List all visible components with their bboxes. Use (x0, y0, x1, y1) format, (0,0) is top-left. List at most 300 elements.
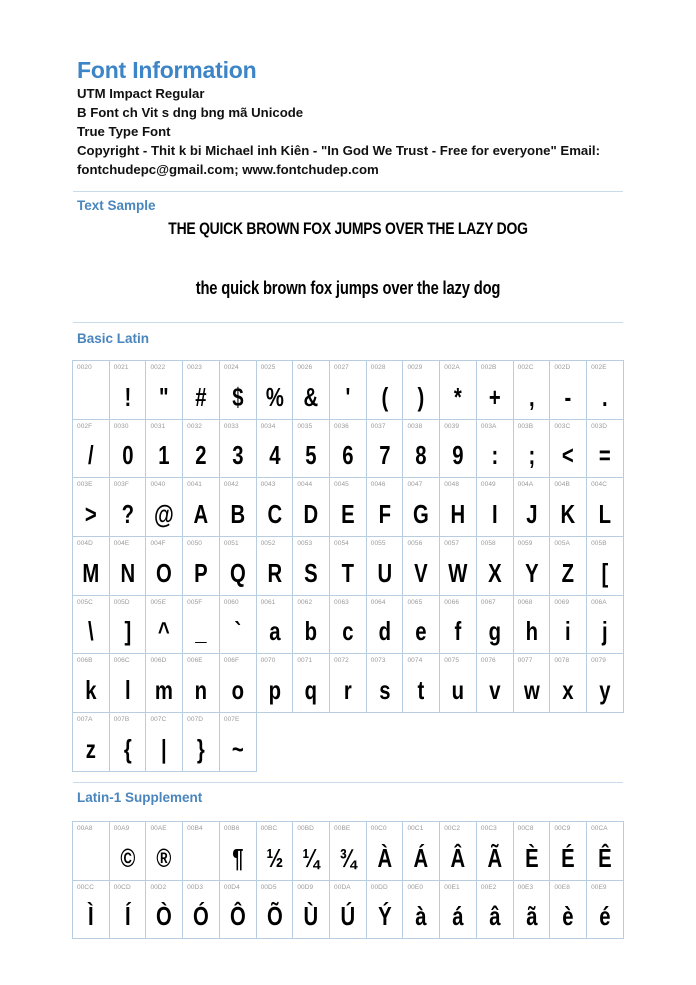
glyph-cell (440, 881, 477, 940)
unicode-code-label: 006E (187, 657, 203, 665)
glyph-preview: Z (561, 557, 575, 588)
glyph-preview: ~ (231, 733, 244, 764)
glyph-preview: * (454, 381, 462, 412)
glyph-preview: t (417, 675, 425, 706)
glyph-cell (330, 596, 367, 655)
glyph-preview: ¾ (339, 842, 357, 873)
glyph-cell (293, 822, 330, 881)
glyph-preview: d (378, 616, 391, 647)
glyph-preview: © (120, 842, 136, 873)
unicode-code-label: 0050 (187, 540, 203, 548)
glyph-cell (440, 537, 477, 596)
glyph-cell (146, 478, 183, 537)
glyph-cell (293, 361, 330, 420)
glyph-cell (587, 420, 624, 479)
glyph-preview: 9 (452, 440, 464, 471)
glyph-cell (367, 361, 404, 420)
unicode-code-label: 0034 (260, 422, 276, 430)
unicode-code-label: 0077 (517, 657, 533, 665)
glyph-cell (73, 420, 110, 479)
glyph-cell (514, 537, 551, 596)
glyph-preview: + (488, 381, 501, 412)
glyph-cell (514, 361, 551, 420)
glyph-cell (146, 822, 183, 881)
glyph-preview: p (268, 675, 281, 706)
glyph-preview: | (161, 733, 168, 764)
glyph-cell (550, 822, 587, 881)
glyph-preview: I (491, 499, 498, 530)
glyph-cell (330, 654, 367, 713)
glyph-preview: u (451, 675, 465, 706)
glyph-preview: n (194, 675, 208, 706)
glyph-preview: M (82, 557, 100, 588)
unicode-code-label: 00E1 (444, 883, 460, 891)
glyph-preview: Y (524, 557, 539, 588)
glyph-preview: è (562, 901, 574, 932)
glyph-preview: ` (234, 616, 242, 647)
glyph-cell (183, 881, 220, 940)
glyph-preview: L (598, 499, 612, 530)
glyph-cell (73, 713, 110, 772)
glyph-cell (587, 596, 624, 655)
glyph-cell (440, 822, 477, 881)
glyph-cell (477, 822, 514, 881)
glyph-cell (110, 537, 147, 596)
glyph-preview: Ò (156, 901, 173, 932)
glyph-preview: > (84, 499, 97, 530)
unicode-code-label: 0071 (297, 657, 313, 665)
unicode-code-label: 0031 (150, 422, 166, 430)
glyph-cell (146, 881, 183, 940)
glyph-preview: R (267, 557, 282, 588)
unicode-code-label: 00AE (150, 825, 167, 832)
glyph-cell (146, 654, 183, 713)
glyph-preview: H (450, 499, 466, 530)
unicode-code-label: 002F (77, 422, 93, 430)
glyph-preview: O (156, 557, 173, 588)
unicode-code-label: 00C9 (554, 825, 571, 832)
glyph-preview: Í (124, 901, 131, 932)
unicode-code-label: 00C2 (444, 825, 461, 832)
unicode-code-label: 0070 (260, 657, 276, 665)
glyph-preview: Ô (229, 901, 246, 932)
unicode-code-label: 007D (187, 716, 204, 724)
glyph-preview: < (562, 440, 575, 471)
unicode-code-label: 0038 (407, 422, 423, 430)
unicode-code-label: 0073 (370, 657, 386, 665)
unicode-code-label: 00CD (113, 883, 131, 891)
unicode-code-label: 003A (480, 422, 497, 430)
unicode-code-label: 0079 (591, 657, 606, 665)
unicode-code-label: 00BD (297, 825, 314, 832)
unicode-code-label: 0025 (260, 364, 276, 371)
unicode-code-label: 005B (591, 540, 607, 548)
glyph-cell (403, 822, 440, 881)
unicode-code-label: 0040 (150, 481, 166, 489)
glyph-cell (293, 478, 330, 537)
unicode-code-label: 0032 (187, 422, 203, 430)
glyph-preview: ' (345, 381, 351, 412)
unicode-code-label: 0075 (444, 657, 460, 665)
glyph-cell (403, 537, 440, 596)
unicode-code-label: 00BE (334, 825, 351, 832)
unicode-code-label: 0036 (334, 422, 349, 430)
glyph-preview: J (525, 499, 538, 530)
glyph-cell (257, 654, 294, 713)
glyph-preview: [ (601, 557, 609, 588)
glyph-cell (220, 822, 257, 881)
unicode-code-label: 006F (223, 657, 240, 665)
unicode-code-label: 003B (517, 422, 534, 430)
glyph-cell (110, 361, 147, 420)
unicode-code-label: 002E (591, 364, 607, 371)
glyph-preview: c (342, 616, 354, 647)
unicode-code-label: 0023 (187, 364, 203, 371)
glyph-preview: v (489, 675, 501, 706)
glyph-preview: Ì (88, 901, 94, 932)
unicode-code-label: 00CC (77, 883, 95, 891)
glyph-cell (183, 361, 220, 420)
glyph-preview: w (523, 675, 540, 706)
unicode-code-label: 003C (554, 422, 571, 430)
glyph-preview: ½ (265, 842, 283, 873)
glyph-cell (514, 420, 551, 479)
glyph-cell (367, 478, 404, 537)
glyph-cell (330, 881, 367, 940)
unicode-code-label: 007C (150, 716, 167, 724)
glyph-cell (220, 881, 257, 940)
unicode-code-label: 004A (517, 481, 534, 489)
glyph-cell (403, 361, 440, 420)
glyph-cell (183, 713, 220, 772)
unicode-code-label: 003D (591, 422, 608, 430)
unicode-code-label: 004F (150, 540, 166, 548)
glyph-preview: C (267, 499, 282, 530)
copyright-line-1: Copyright - Thit k bi Michael inh Kiên - "In God We Trust - Free for everyone" Email: (77, 143, 600, 158)
glyph-cell (367, 596, 404, 655)
glyph-preview: Ã (487, 842, 503, 873)
unicode-code-label: 00B6 (223, 825, 240, 832)
glyph-preview: g (488, 616, 501, 647)
glyph-preview: 2 (195, 440, 207, 471)
glyph-preview: P (194, 557, 208, 588)
unicode-code-label: 00E9 (591, 883, 607, 891)
glyph-preview: i (565, 616, 572, 647)
glyph-cell (330, 537, 367, 596)
glyph-preview: ? (121, 499, 134, 530)
glyph-preview: r (343, 675, 352, 706)
glyph-cell (477, 881, 514, 940)
glyph-preview: @ (154, 499, 175, 530)
glyph-cell (110, 654, 147, 713)
glyph-preview: , (528, 381, 535, 412)
glyph-preview: Ê (598, 842, 612, 873)
glyph-preview: U (377, 557, 392, 588)
unicode-code-label: 0049 (480, 481, 496, 489)
glyph-preview: l (124, 675, 131, 706)
unicode-code-label: 00C3 (480, 825, 497, 832)
unicode-code-label: 0045 (334, 481, 349, 489)
glyph-preview: Ù (303, 901, 319, 932)
glyph-cell (257, 361, 294, 420)
unicode-code-label: 00D4 (223, 883, 240, 891)
unicode-code-label: 0052 (260, 540, 276, 548)
glyph-cell (550, 478, 587, 537)
unicode-code-label: 0053 (297, 540, 313, 548)
glyph-preview: 4 (268, 440, 281, 471)
unicode-code-label: 0029 (407, 364, 423, 371)
glyph-cell (257, 478, 294, 537)
glyph-cell (73, 654, 110, 713)
unicode-code-label: 002C (517, 364, 534, 371)
unicode-code-label: 0074 (407, 657, 423, 665)
glyph-cell (550, 596, 587, 655)
glyph-cell (403, 478, 440, 537)
glyph-preview: ) (417, 381, 425, 412)
glyph-preview: b (304, 616, 318, 647)
glyph-cell (587, 881, 624, 940)
glyph-preview: 0 (121, 440, 134, 471)
glyph-preview: % (265, 381, 284, 412)
glyph-cell (183, 478, 220, 537)
unicode-code-label: 0061 (260, 598, 276, 606)
glyph-cell (403, 654, 440, 713)
glyph-preview: e (415, 616, 427, 647)
unicode-code-label: 006B (77, 657, 93, 665)
glyph-cell (183, 537, 220, 596)
glyph-cell (440, 361, 477, 420)
glyph-cell (220, 654, 257, 713)
glyph-preview: " (159, 381, 170, 412)
glyph-cell (146, 537, 183, 596)
glyph-cell (146, 361, 183, 420)
glyph-cell (587, 822, 624, 881)
unicode-code-label: 0046 (370, 481, 386, 489)
glyph-preview: o (231, 675, 244, 706)
glyph-cell (220, 361, 257, 420)
glyph-cell (183, 596, 220, 655)
glyph-cell (293, 537, 330, 596)
glyph-cell (220, 596, 257, 655)
text-sample-uppercase: THE QUICK BROWN FOX JUMPS OVER THE LAZY DOG (168, 219, 528, 238)
unicode-code-label: 00C8 (517, 825, 534, 832)
glyph-cell (440, 478, 477, 537)
glyph-cell (146, 713, 183, 772)
glyph-cell (514, 822, 551, 881)
glyph-preview: Ú (340, 901, 356, 932)
unicode-code-label: 007B (113, 716, 130, 724)
unicode-code-label: 0039 (444, 422, 460, 430)
glyph-preview: 7 (378, 440, 391, 471)
unicode-code-label: 0072 (334, 657, 349, 665)
glyph-preview: é (599, 901, 611, 932)
unicode-code-label: 002D (554, 364, 571, 371)
unicode-code-label: 0064 (370, 598, 386, 606)
unicode-code-label: 0027 (334, 364, 349, 371)
glyph-cell (293, 420, 330, 479)
glyph-preview: ; (528, 440, 535, 471)
unicode-code-label: 002A (444, 364, 460, 371)
glyph-preview: = (598, 440, 611, 471)
unicode-code-label: 0042 (223, 481, 239, 489)
glyph-preview: } (197, 733, 205, 764)
unicode-code-label: 0044 (297, 481, 313, 489)
glyph-cell (183, 654, 220, 713)
glyph-preview: f (454, 616, 462, 647)
unicode-code-label: 0033 (223, 422, 239, 430)
glyph-preview: s (378, 675, 391, 706)
unicode-code-label: 00A9 (113, 825, 130, 832)
glyph-cell (514, 654, 551, 713)
glyph-preview: ( (381, 381, 388, 412)
glyph-preview: A (193, 499, 209, 530)
unicode-code-label: 0021 (113, 364, 129, 371)
unicode-code-label: 004C (591, 481, 608, 489)
glyph-preview: T (341, 557, 355, 588)
glyph-cell (293, 881, 330, 940)
glyph-cell (477, 537, 514, 596)
glyph-preview: x (562, 675, 574, 706)
font-type: True Type Font (77, 124, 171, 139)
glyph-cell (110, 881, 147, 940)
latin1-supplement-glyph-grid (72, 821, 624, 939)
glyph-preview: S (304, 557, 318, 588)
glyph-preview: E (341, 499, 355, 530)
unicode-code-label: 00D9 (297, 883, 314, 891)
glyph-cell (403, 420, 440, 479)
unicode-code-label: 004B (554, 481, 570, 489)
glyph-cell (440, 420, 477, 479)
unicode-code-label: 0056 (407, 540, 423, 548)
glyph-cell (73, 361, 110, 420)
unicode-code-label: 007A (77, 716, 93, 724)
text-sample-heading: Text Sample (77, 198, 156, 213)
unicode-code-label: 0035 (297, 422, 313, 430)
glyph-cell (110, 596, 147, 655)
unicode-code-label: 0022 (150, 364, 166, 371)
glyph-cell (367, 822, 404, 881)
glyph-preview: ! (124, 381, 131, 412)
glyph-preview: Q (229, 557, 246, 588)
glyph-preview: ¶ (232, 842, 244, 873)
glyph-preview: À (377, 842, 392, 873)
unicode-code-label: 005A (554, 540, 570, 548)
glyph-cell (330, 822, 367, 881)
unicode-code-label: 005D (113, 598, 130, 606)
unicode-code-label: 002B (480, 364, 497, 371)
unicode-code-label: 0020 (77, 364, 92, 371)
unicode-code-label: 0054 (334, 540, 349, 548)
glyph-preview: G (413, 499, 430, 530)
glyph-cell (587, 478, 624, 537)
glyph-preview: Ó (193, 901, 209, 932)
glyph-cell (110, 478, 147, 537)
glyph-cell (146, 596, 183, 655)
unicode-code-label: 004D (77, 540, 93, 548)
unicode-code-label: 0041 (187, 481, 203, 489)
glyph-preview: ® (156, 842, 172, 873)
glyph-preview: a (268, 616, 281, 647)
glyph-preview: 1 (158, 440, 170, 471)
glyph-preview: X (488, 557, 502, 588)
basic-latin-heading: Basic Latin (77, 331, 150, 346)
glyph-cell (73, 478, 110, 537)
unicode-code-label: 00D2 (150, 883, 167, 891)
unicode-code-label: 00DD (370, 883, 388, 891)
glyph-cell (514, 881, 551, 940)
unicode-code-label: 00E8 (554, 883, 570, 891)
glyph-cell (257, 881, 294, 940)
glyph-preview: & (303, 381, 319, 412)
section-divider (73, 322, 623, 323)
glyph-cell (477, 478, 514, 537)
glyph-cell (367, 881, 404, 940)
glyph-preview: D (303, 499, 319, 530)
glyph-preview: Â (450, 842, 466, 873)
glyph-cell (550, 420, 587, 479)
unicode-code-label: 0037 (370, 422, 386, 430)
glyph-preview: z (85, 733, 96, 764)
glyph-preview: $ (232, 381, 244, 412)
unicode-code-label: 005C (77, 598, 93, 606)
glyph-cell (110, 822, 147, 881)
unicode-code-label: 0047 (407, 481, 423, 489)
unicode-code-label: 006D (150, 657, 167, 665)
glyph-cell (110, 713, 147, 772)
glyph-preview: 8 (415, 440, 427, 471)
unicode-code-label: 0065 (407, 598, 423, 606)
glyph-preview: m (155, 675, 174, 706)
glyph-cell (477, 596, 514, 655)
glyph-cell (330, 420, 367, 479)
glyph-cell (587, 361, 624, 420)
unicode-code-label: 0028 (370, 364, 386, 371)
glyph-cell (367, 654, 404, 713)
glyph-preview: \ (88, 616, 94, 647)
unicode-code-label: 0067 (480, 598, 496, 606)
unicode-code-label: 0058 (480, 540, 496, 548)
unicode-code-label: 0069 (554, 598, 570, 606)
unicode-code-label: 00E2 (480, 883, 497, 891)
unicode-code-label: 006C (113, 657, 130, 665)
unicode-code-label: 0055 (370, 540, 386, 548)
glyph-cell (110, 420, 147, 479)
glyph-cell (73, 822, 110, 881)
glyph-preview: F (378, 499, 391, 530)
glyph-preview: 3 (232, 440, 244, 471)
unicode-code-label: 0059 (517, 540, 533, 548)
unicode-code-label: 00E3 (517, 883, 534, 891)
glyph-preview: k (85, 675, 97, 706)
glyph-cell (587, 537, 624, 596)
glyph-preview: V (414, 557, 429, 588)
glyph-cell (514, 478, 551, 537)
unicode-code-label: 00BC (260, 825, 278, 832)
glyph-cell (477, 420, 514, 479)
glyph-preview: j (602, 616, 608, 647)
glyph-cell (220, 420, 257, 479)
glyph-cell (477, 654, 514, 713)
glyph-cell (403, 596, 440, 655)
glyph-cell (550, 537, 587, 596)
glyph-preview: à (415, 901, 427, 932)
glyph-cell (73, 596, 110, 655)
glyph-preview: N (120, 557, 135, 588)
glyph-cell (293, 654, 330, 713)
unicode-code-label: 00C0 (370, 825, 387, 832)
glyph-preview: / (88, 440, 94, 471)
glyph-preview: É (561, 842, 575, 873)
